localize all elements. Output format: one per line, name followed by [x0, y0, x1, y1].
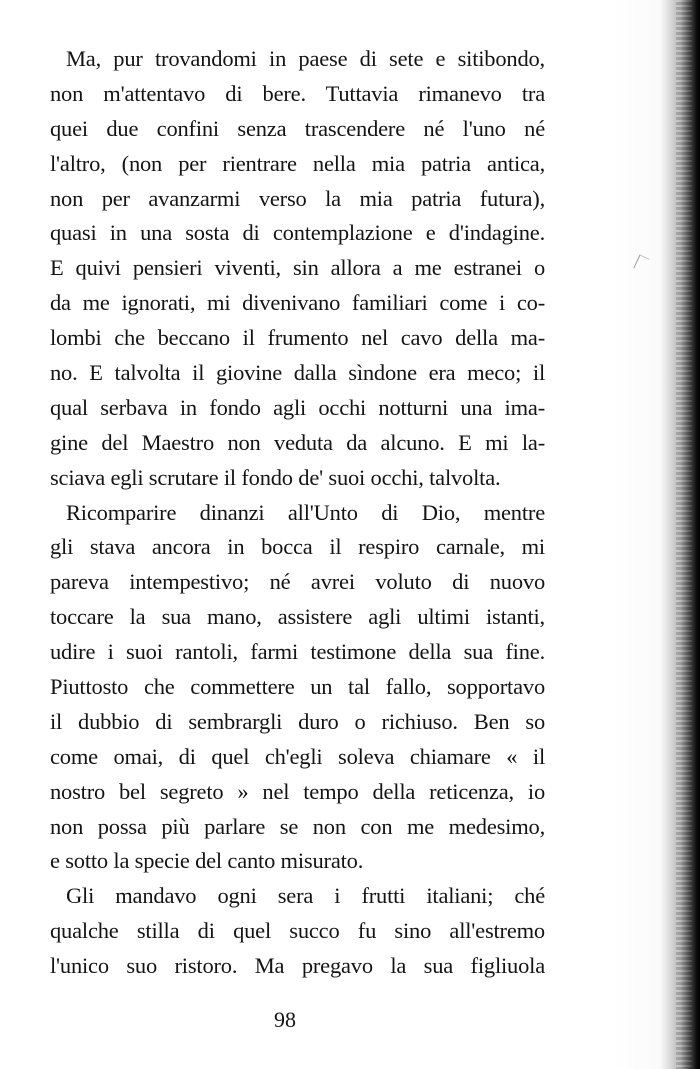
- text-line-8: da me ignorati, mi divenivano familiari come i co‑: [50, 290, 545, 316]
- text-line-26: qualche stilla di quel succo fu sino all'estremo: [50, 918, 545, 944]
- text-line-14: Ricomparire dinanzi all'Unto di Dio, mentre: [66, 499, 545, 525]
- text-line-9: lombi che beccano il frumento nel cavo della ma‑: [50, 325, 545, 351]
- text-line-27: l'unico suo ristoro. Ma pregavo la sua figliuola: [50, 953, 545, 979]
- text-line-16: pareva intempestivo; né avrei voluto di nuovo: [50, 569, 545, 595]
- text-line-21: come omai, di quel ch'egli soleva chiamare « il: [50, 743, 545, 769]
- text-line-15: gli stava ancora in bocca il respiro carnale, mi: [50, 534, 545, 560]
- text-line-24: e sotto la specie del canto misurato.: [50, 848, 364, 874]
- text-line-5: non per avanzarmi verso la mia patria futura),: [50, 185, 545, 211]
- text-line-10: no. E talvolta il giovine dalla sìndone era meco; il: [50, 360, 545, 386]
- binding-edge-texture: [676, 0, 692, 1069]
- text-line-7: E quivi pensieri viventi, sin allora a me estranei o: [50, 255, 545, 281]
- text-line-20: il dubbio di sembrargli duro o richiuso. Ben so: [50, 708, 545, 734]
- text-line-3: quei due confini senza trascendere né l'uno né: [50, 115, 545, 141]
- page-number: 98: [274, 1007, 296, 1032]
- text-line-13: sciava egli scrutare il fondo de' suoi occhi, talvolta.: [50, 464, 501, 490]
- text-line-19: Piuttosto che commettere un tal fallo, sopportavo: [50, 674, 545, 700]
- text-line-12: gine del Maestro non veduta da alcuno. E mi la‑: [50, 429, 545, 455]
- text-line-25: Gli mandavo ogni sera i frutti italiani; ché: [66, 883, 545, 909]
- text-line-22: nostro bel segreto » nel tempo della reticenza, io: [50, 778, 545, 804]
- text-line-17: toccare la sua mano, assistere agli ultimi istanti,: [50, 604, 545, 630]
- text-line-2: non m'attentavo di bere. Tuttavia rimanevo tra: [50, 80, 545, 106]
- text-line-18: udire i suoi rantoli, farmi testimone della sua fine.: [50, 639, 545, 665]
- text-line-4: l'altro, (non per rientrare nella mia patria antica,: [50, 150, 545, 176]
- body-text: [50, 42, 545, 984]
- text-line-11: qual serbava in fondo agli occhi notturni una ima‑: [50, 394, 545, 420]
- text-line-6: quasi in una sosta di contemplazione e d'indagine.: [50, 220, 545, 246]
- text-line-23: non possa più parlare se non con me medesimo,: [50, 813, 545, 839]
- text-line-1: Ma, pur trovandomi in paese di sete e sitibondo,: [66, 46, 545, 71]
